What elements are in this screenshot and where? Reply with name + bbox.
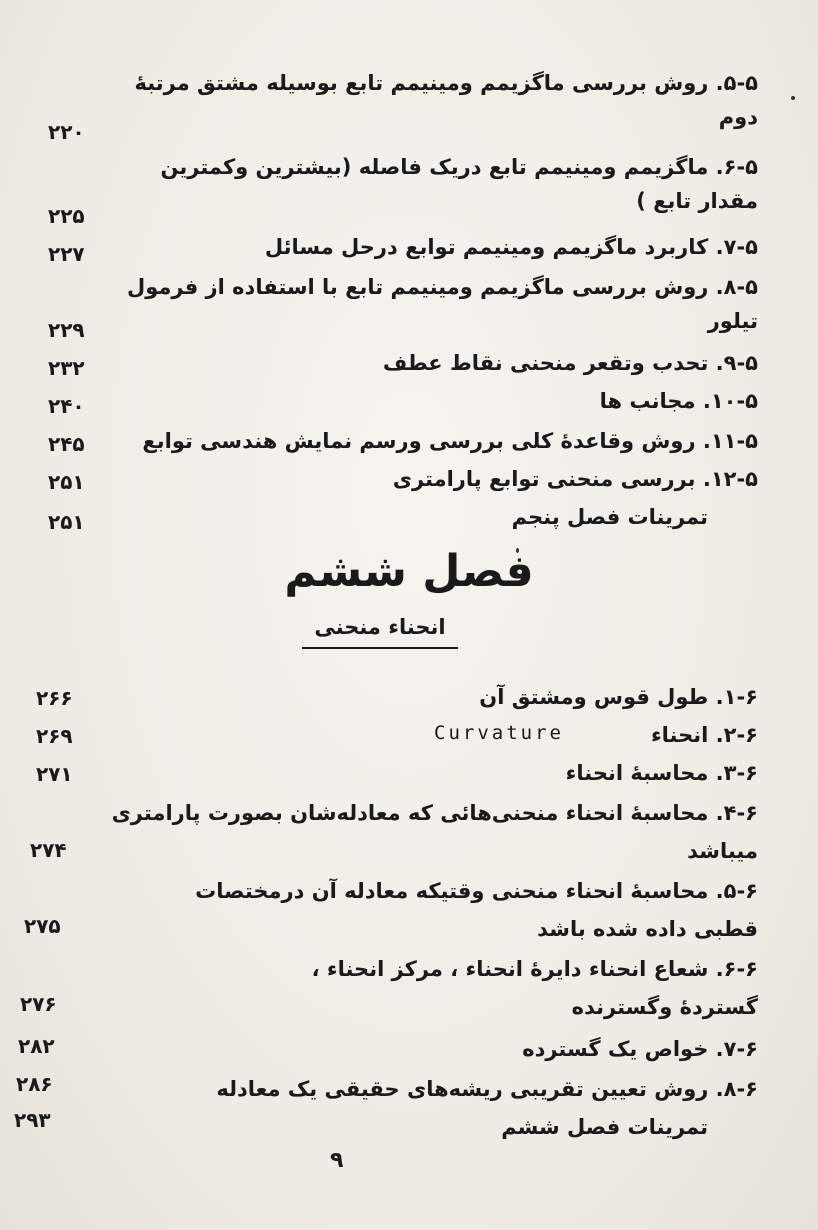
toc-page-number: ۲۲۷ <box>48 242 85 266</box>
chapter-subtitle: انحناء منحنی <box>302 615 458 649</box>
toc-entry-5-12 <box>393 462 758 496</box>
toc-page-number: ۲۲۵ <box>48 204 85 228</box>
toc-page-number: ۲۸۲ <box>18 1034 55 1058</box>
toc-entry-text: تمرینات فصل ششم <box>501 1115 708 1139</box>
toc-page-number: ۲۵۱ <box>48 470 85 494</box>
toc-entry-continuation: گستردهٔ وگسترنده <box>571 995 758 1019</box>
toc-entry-6-6 <box>312 952 758 1024</box>
toc-page-number: ۲۷۵ <box>24 914 61 938</box>
toc-page-number: ۲۷۴ <box>30 838 67 862</box>
toc-entry-text: ۸-۶. روش تعیین تقریبی ریشه‌های حقیقی یک معادله <box>216 1077 758 1101</box>
toc-entry-text: ۷-۶. خواص یک گسترده <box>522 1037 758 1061</box>
toc-page-number: ۲۶۹ <box>36 724 73 748</box>
toc-entry-text: ۴-۶. محاسبهٔ انحناء منحنی‌هائی که معادله‌شان بصورت پارامتری <box>111 801 758 825</box>
toc-entry-text: ۱۲-۵. بررسی منحنی توابع پارامتری <box>392 467 758 491</box>
toc-entry-continuation: تیلور <box>707 309 758 333</box>
toc-page-number: ۲۶۶ <box>36 686 73 710</box>
latin-term: Curvature <box>434 722 564 744</box>
toc-entry-6-5 <box>195 874 758 946</box>
toc-entry-continuation: میباشد <box>687 839 758 863</box>
chapter-title: فصل ششم <box>284 546 534 597</box>
scan-speck <box>791 96 795 100</box>
toc-entry-6-4 <box>112 796 758 868</box>
toc-page-number: ۲۴۵ <box>48 432 85 456</box>
page-number-footer: ۹ <box>330 1148 344 1173</box>
toc-page-number: ۲۵۱ <box>48 510 85 534</box>
toc-entry-text: تمرینات فصل پنجم <box>511 505 708 529</box>
toc-page-number: ۲۷۱ <box>36 762 73 786</box>
toc-entry-5-11 <box>142 424 758 458</box>
toc-entry-text: ۷-۵. کاربرد ماگزیمم ومینیمم توابع درحل مسائل <box>264 235 758 259</box>
toc-entry-text: ۵-۵. روش بررسی ماگزیمم ومینیمم تابع بوسیله مشتق مرتبهٔ <box>134 71 758 95</box>
toc-page-number: ۲۲۹ <box>48 318 85 342</box>
toc-entry-5-7 <box>265 230 758 264</box>
toc-entry-text: ۶-۶. شعاع انحناء دایرهٔ انحناء ، مرکز انحناء ، <box>311 957 758 981</box>
toc-entry-text: ۶-۵. ماگزیمم ومینیمم تابع دریک فاصله (بیشترین وکمترین <box>160 155 758 179</box>
toc-page-number: ۲۴۰ <box>48 394 85 418</box>
toc-entry-exercises-6 <box>501 1110 708 1144</box>
toc-entry-text: ۹-۵. تحدب وتقعر منحنی نقاط عطف <box>382 351 758 375</box>
toc-entry-exercises-5 <box>512 500 708 534</box>
toc-entry-5-6 <box>160 150 758 218</box>
toc-entry-continuation: دوم <box>718 105 758 129</box>
toc-entry-5-10 <box>600 384 758 418</box>
toc-entry-6-7 <box>522 1032 758 1066</box>
toc-entry-6-1 <box>479 680 758 714</box>
toc-page-number: ۲۸۶ <box>16 1072 53 1096</box>
toc-entry-text: ۲-۶. انحناء <box>650 723 758 747</box>
toc-entry-6-3 <box>566 756 758 790</box>
toc-entry-continuation: مقدار تابع ) <box>636 189 758 213</box>
toc-page-number: ۲۲۰ <box>48 120 85 144</box>
toc-entry-5-5 <box>134 66 758 134</box>
toc-entry-5-9 <box>383 346 758 380</box>
toc-entry-text: ۱۰-۵. مجانب ها <box>599 389 758 413</box>
toc-entry-text: ۱-۶. طول قوس ومشتق آن <box>479 685 758 709</box>
toc-entry-text: ۳-۶. محاسبهٔ انحناء <box>565 761 758 785</box>
toc-entry-text: ۵-۶. محاسبهٔ انحناء منحنی وقتیکه معادله آن درمختصات <box>195 879 758 903</box>
toc-entry-text: ۱۱-۵. روش وقاعدهٔ کلی بررسی ورسم نمایش هندسی توابع <box>142 429 758 453</box>
toc-entry-continuation: قطبی داده شده باشد <box>537 917 758 941</box>
toc-entry-6-8 <box>216 1072 758 1106</box>
toc-page-number: ۲۹۳ <box>14 1108 51 1132</box>
toc-entry-text: ۸-۵. روش بررسی ماگزیمم ومینیمم تابع با استفاده از فرمول <box>127 275 758 299</box>
toc-entry-5-8 <box>127 270 758 338</box>
toc-entry-6-2 <box>651 718 758 752</box>
toc-page-number: ۲۷۶ <box>20 992 57 1016</box>
toc-page-number: ۲۳۲ <box>48 356 85 380</box>
